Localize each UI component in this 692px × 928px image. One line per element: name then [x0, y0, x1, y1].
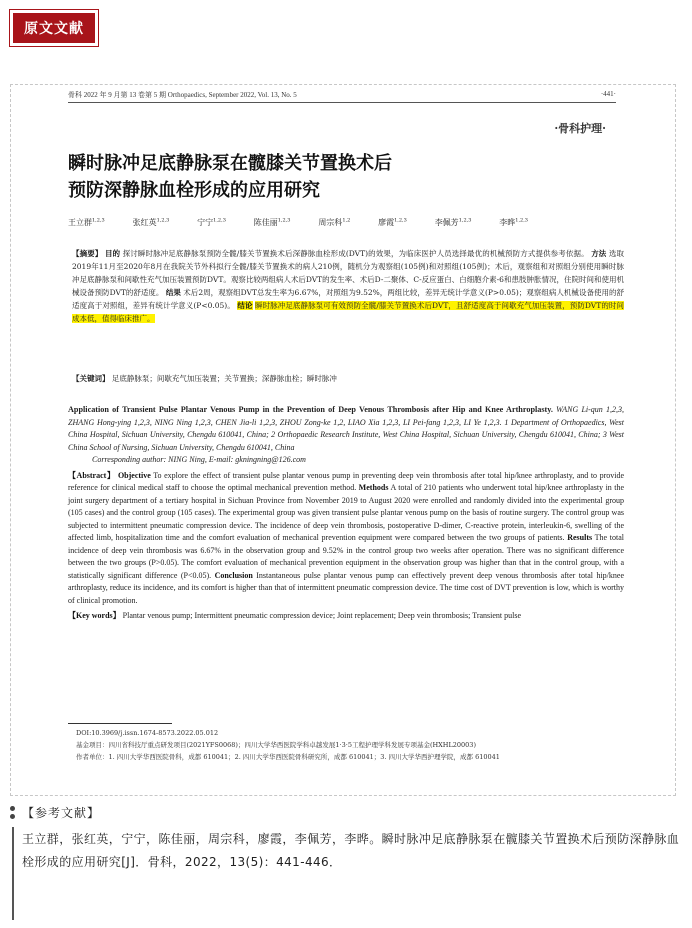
conclusion-cn-highlighted: 瞬时脉冲足底静脉泵可有效预防全髋/膝关节置换术后DVT，且舒适度高于间歇充气加压装置，预防DVT的时间成本低，值得临床推广。	[72, 301, 624, 323]
author-cn: 李佩芳$^{1,2,3}$	[434, 217, 472, 227]
original-article-badge[interactable]	[9, 9, 99, 47]
author-cn: 王立群$^{1,2,3}$	[68, 217, 105, 227]
running-head	[68, 90, 616, 103]
abstract-cn	[72, 247, 624, 325]
author-cn: 陈佳丽$^{1,2,3}$	[253, 217, 291, 227]
reference-citation[interactable]: 王立群，张红英，宁宁，陈佳丽，周宗科，廖霞，李佩芳，李晔。瞬时脉冲足底静脉泵在髋膝关节置换术后预防深静脉血栓形成的应用研究[J]．骨科，2022，13(5)：441-446．	[22, 832, 680, 869]
keywords-en	[68, 610, 624, 623]
title-cn	[68, 150, 392, 204]
methods-label-en: Methods	[358, 483, 389, 492]
footnote-fund: 基金项目：四川省科技厅重点研发项目(2021YFS0068)；四川大学华西医院学科卓越发展1·3·5工程护理学科发展专项基金(HXHL20003)	[76, 741, 476, 749]
affiliations-en: 1 Department of Orthopaedics, West China Hospital, Sichuan University, Chengdu 610041, China; 2 Orthopaedic Research Institute, West China Hospital, Sichuan University, Chengdu 610041, China; 3 West China School of Nursing, Sichuan University, Chengdu 610041, China	[68, 417, 624, 452]
author-cn: 廖霞$^{1,2,3}$	[378, 217, 407, 227]
keywords-en-label: 【Key words】	[68, 611, 121, 620]
title-cn-line2: 预防深静脉血栓形成的应用研究	[68, 180, 320, 201]
methods-en: A total of 210 patients who underwent total hip/knee arthroplasty in the joint surgery department of a tertiary hospital in Sichuan Province from November 2019 to August 2020 were enrolled and randomly divided into the experimental group (105 cases) and the control group (105 cases). The experimental group was given transient pulse plantar venous pump on the basis of routine surgery. The control group was subjected to intermittent pneumatic compression device. The incidence of deep vein thrombosis, postoperative D-dimer, C-reactive protein, interleukin-6, swelling of the affected limb, hospitalization time and the comfort evaluation of mechanical prevention equipment were compared between the two groups of patients.	[68, 483, 625, 542]
results-cn: 术后2周，观察组DVT总发生率为6.67%，对照组为9.52%，两组比较，差异无统计学意义(P>0.05)；观察组病人机械设备使用的舒适度高于对照组，差异有统计学意义(P<0.05)。	[72, 288, 625, 310]
methods-label-cn: 方法	[591, 249, 607, 258]
author-cn: 周宗科$^{1,2}$	[318, 217, 351, 227]
badge-label: 原文文献	[13, 13, 95, 43]
abstract-en-label: 【Abstract】	[68, 470, 116, 480]
objective-cn: 探讨瞬时脉冲足底静脉泵预防全髋/膝关节置换术后深静脉血栓形成(DVT)的效果，为临床医护人员选择最优的机械预防方式提供参考依据。	[122, 249, 589, 258]
conclusion-en: Instantaneous pulse plantar venous pump can effectively prevent deep venous thrombosis after total hip/knee arthroplasty, reduce its incidence, and its comfort is higher than that of intermittent pneumatic compression device. The time cost of DVT prevention is low, which is worthy of clinical promotion.	[68, 570, 624, 605]
reference-side-bar	[12, 827, 14, 920]
keywords-cn	[72, 373, 624, 384]
conclusion-label-en: Conclusion	[214, 570, 253, 580]
authors-cn	[68, 217, 528, 228]
methods-cn: 选取2019年11月至2020年8月在我院关节外科拟行全髋/膝关节置换术的病人210例，随机分为观察组(105例)和对照组(105例)；术后，观察组和对照组分别使用瞬时脉冲足底静脉泵和间歇性充气加压装置预防DVT。观察比较两组病人术后DVT的发生率、术后D-二聚体、C-反应蛋白、白细胞介素-6和患肢肿胀情况，住院时间和使用机械设备预防DVT的舒适度。	[72, 249, 625, 297]
footnote-divider	[68, 723, 172, 724]
footnotes	[68, 727, 524, 763]
results-en: The total incidence of deep vein thrombosis was 6.67% in the observation group and 9.52% in the control group two weeks after operation. There was no significant difference between the two groups (P>0.05). The comfort evaluation of mechanical prevention equipment in the observation group was higher than that in the control group, with a statistically significant difference (P<0.05).	[68, 533, 624, 580]
keywords-cn-text: 足底静脉泵；间歇充气加压装置；关节置换；深静脉血栓；瞬时脉冲	[111, 374, 337, 383]
title-en: Application of Transient Pulse Plantar Venous Pump in the Prevention of Deep Venous Thrombosis after Hip and Knee Arthroplasty.	[68, 405, 553, 414]
conclusion-label-cn: 结论	[237, 301, 253, 310]
objective-en: To explore the effect of transient pulse plantar venous pump in preventing deep vein thrombosis after total hip/knee arthroplasty, and to provide reference for clinical medical staff to choose the optimal mechanical prevention method.	[68, 470, 625, 492]
title-en-paragraph	[68, 404, 624, 454]
authors-en: WANG Li-qun 1,2,3, ZHANG Hong-ying 1,2,3, NING Ning 1,2,3, CHEN Jia-li 1,2,3, ZHOU Zong-ke 1,2, LIAO Xia 1,2,3, LI Pei-fang 1,2,3, LI Ye 1,2,3.	[68, 405, 625, 427]
footnote-doi: DOI:10.3969/j.issn.1674-8573.2022.05.012	[76, 729, 219, 737]
results-label-en: Results	[567, 533, 593, 542]
keywords-en-text: Plantar venous pump; Intermittent pneumatic compression device; Joint replacement; Deep vein thrombosis; Transient pulse	[122, 611, 522, 620]
footnote-affiliation: 作者单位：1. 四川大学华西医院骨科，成都 610041；2. 四川大学华西医院骨科研究所，成都 610041；3. 四川大学华西护理学院，成都 610041	[76, 753, 500, 761]
running-head-left: 骨科 2022 年 9 月第 13 卷第 5 期 Orthopaedics, September 2022, Vol. 13, No. 5	[68, 91, 297, 99]
author-cn: 张红英$^{1,2,3}$	[132, 217, 170, 227]
section-tag: ·骨科护理·	[554, 122, 606, 135]
objective-label-cn: 目的	[104, 249, 121, 258]
corresponding-author: Corresponding author: NING Ning, E-mail: gkningning@126.com	[92, 455, 306, 464]
bullet-dots-icon	[10, 806, 15, 822]
author-cn: 宁宁$^{1,2,3}$	[197, 217, 226, 227]
author-cn: 李晔$^{1,2,3}$	[499, 217, 528, 227]
reference-heading: 【参考文献】	[22, 806, 101, 820]
abstract-cn-label: 【摘要】	[72, 249, 103, 258]
objective-label-en: Objective	[117, 470, 151, 480]
abstract-en	[68, 470, 624, 608]
paper-page	[20, 86, 666, 792]
english-abstract-block	[68, 404, 624, 623]
title-cn-line1: 瞬时脉冲足底静脉泵在髋膝关节置换术后	[68, 153, 392, 174]
results-label-cn: 结果	[165, 288, 181, 297]
page-number: ·441·	[600, 90, 616, 98]
keywords-cn-label: 【关键词】	[72, 374, 110, 383]
